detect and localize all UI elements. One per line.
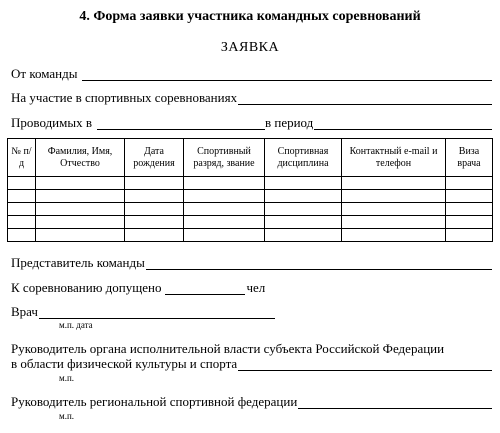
column-header-name: Фамилия, Имя, Отчество — [36, 139, 125, 177]
table-header-row — [8, 139, 493, 177]
table-cell[interactable] — [8, 229, 36, 242]
table-cell[interactable] — [342, 177, 446, 190]
table-cell[interactable] — [265, 203, 342, 216]
participation-field — [11, 90, 492, 105]
table-cell[interactable] — [125, 177, 184, 190]
table-cell[interactable] — [446, 229, 493, 242]
table-cell[interactable] — [446, 216, 493, 229]
table-cell[interactable] — [265, 229, 342, 242]
period-label: в период — [264, 115, 314, 130]
table-cell[interactable] — [184, 203, 265, 216]
held-in-label: Проводимых в — [11, 115, 92, 130]
table-cell[interactable] — [342, 229, 446, 242]
authority-stamp-note: м.п. — [59, 373, 75, 383]
table-row — [8, 203, 493, 216]
table-row — [8, 229, 493, 242]
doctor-label: Врач — [11, 304, 38, 319]
federation-label: Руководитель региональной спортивной федерации — [11, 394, 298, 409]
table-cell[interactable] — [342, 216, 446, 229]
doctor-field — [11, 304, 492, 319]
participation-label: На участие в спортивных соревнованиях — [11, 90, 238, 105]
team-field — [11, 66, 492, 81]
table-cell[interactable] — [265, 216, 342, 229]
table-cell[interactable] — [184, 216, 265, 229]
table-cell[interactable] — [125, 229, 184, 242]
column-header-number: № п/д — [8, 139, 36, 177]
table-cell[interactable] — [184, 229, 265, 242]
admitted-count-blank[interactable] — [165, 281, 245, 295]
table-cell[interactable] — [125, 216, 184, 229]
admitted-label: К соревнованию допущено — [11, 280, 162, 295]
table-cell[interactable] — [342, 190, 446, 203]
table-cell[interactable] — [8, 190, 36, 203]
table-cell[interactable] — [125, 203, 184, 216]
column-header-doctor-visa: Виза врача — [446, 139, 493, 177]
table-cell[interactable] — [8, 203, 36, 216]
table-cell[interactable] — [265, 177, 342, 190]
authority-label-line2: в области физической культуры и спорта — [11, 356, 238, 371]
table-cell[interactable] — [36, 216, 125, 229]
held-field — [11, 115, 492, 130]
column-header-contact: Контактный e-mail и телефон — [342, 139, 446, 177]
form-heading: 4. Форма заявки участника командных соревнований — [79, 9, 421, 24]
table-cell[interactable] — [184, 190, 265, 203]
column-header-rank: Спортивный разряд, звание — [184, 139, 265, 177]
table-cell[interactable] — [8, 216, 36, 229]
table-row — [8, 216, 493, 229]
representative-blank[interactable] — [146, 256, 492, 270]
admitted-unit: чел — [246, 280, 266, 295]
admitted-field — [11, 280, 492, 295]
table-cell[interactable] — [184, 177, 265, 190]
table-cell[interactable] — [36, 190, 125, 203]
team-blank[interactable] — [82, 67, 492, 81]
table-cell[interactable] — [265, 190, 342, 203]
authority-signature-blank[interactable] — [238, 357, 492, 371]
table-cell[interactable] — [446, 177, 493, 190]
table-row — [8, 177, 493, 190]
federation-field — [11, 394, 492, 409]
column-header-birthdate: Дата рождения — [125, 139, 184, 177]
document-title: ЗАЯВКА — [220, 40, 280, 55]
table-cell[interactable] — [446, 190, 493, 203]
team-label: От команды — [11, 66, 78, 81]
table-cell[interactable] — [8, 177, 36, 190]
period-blank[interactable] — [314, 116, 492, 130]
federation-signature-blank[interactable] — [298, 395, 492, 409]
table-cell[interactable] — [36, 203, 125, 216]
table-cell[interactable] — [36, 229, 125, 242]
doctor-stamp-note: м.п. дата — [59, 320, 93, 330]
doctor-signature-blank[interactable] — [39, 305, 275, 319]
column-header-discipline: Спортивная дисциплина — [265, 139, 342, 177]
table-cell[interactable] — [446, 203, 493, 216]
authority-field — [11, 356, 492, 371]
table-cell[interactable] — [125, 190, 184, 203]
table-cell[interactable] — [36, 177, 125, 190]
table-row — [8, 190, 493, 203]
participation-blank[interactable] — [238, 91, 492, 105]
representative-field — [11, 255, 492, 270]
authority-label-line1: Руководитель органа исполнительной власти субъекта Российской Федерации — [11, 341, 445, 356]
table-cell[interactable] — [342, 203, 446, 216]
participants-table — [7, 138, 493, 242]
authority-line-1 — [11, 341, 492, 356]
federation-stamp-note: м.п. — [59, 411, 75, 421]
venue-blank[interactable] — [97, 116, 265, 130]
representative-label: Представитель команды — [11, 255, 145, 270]
